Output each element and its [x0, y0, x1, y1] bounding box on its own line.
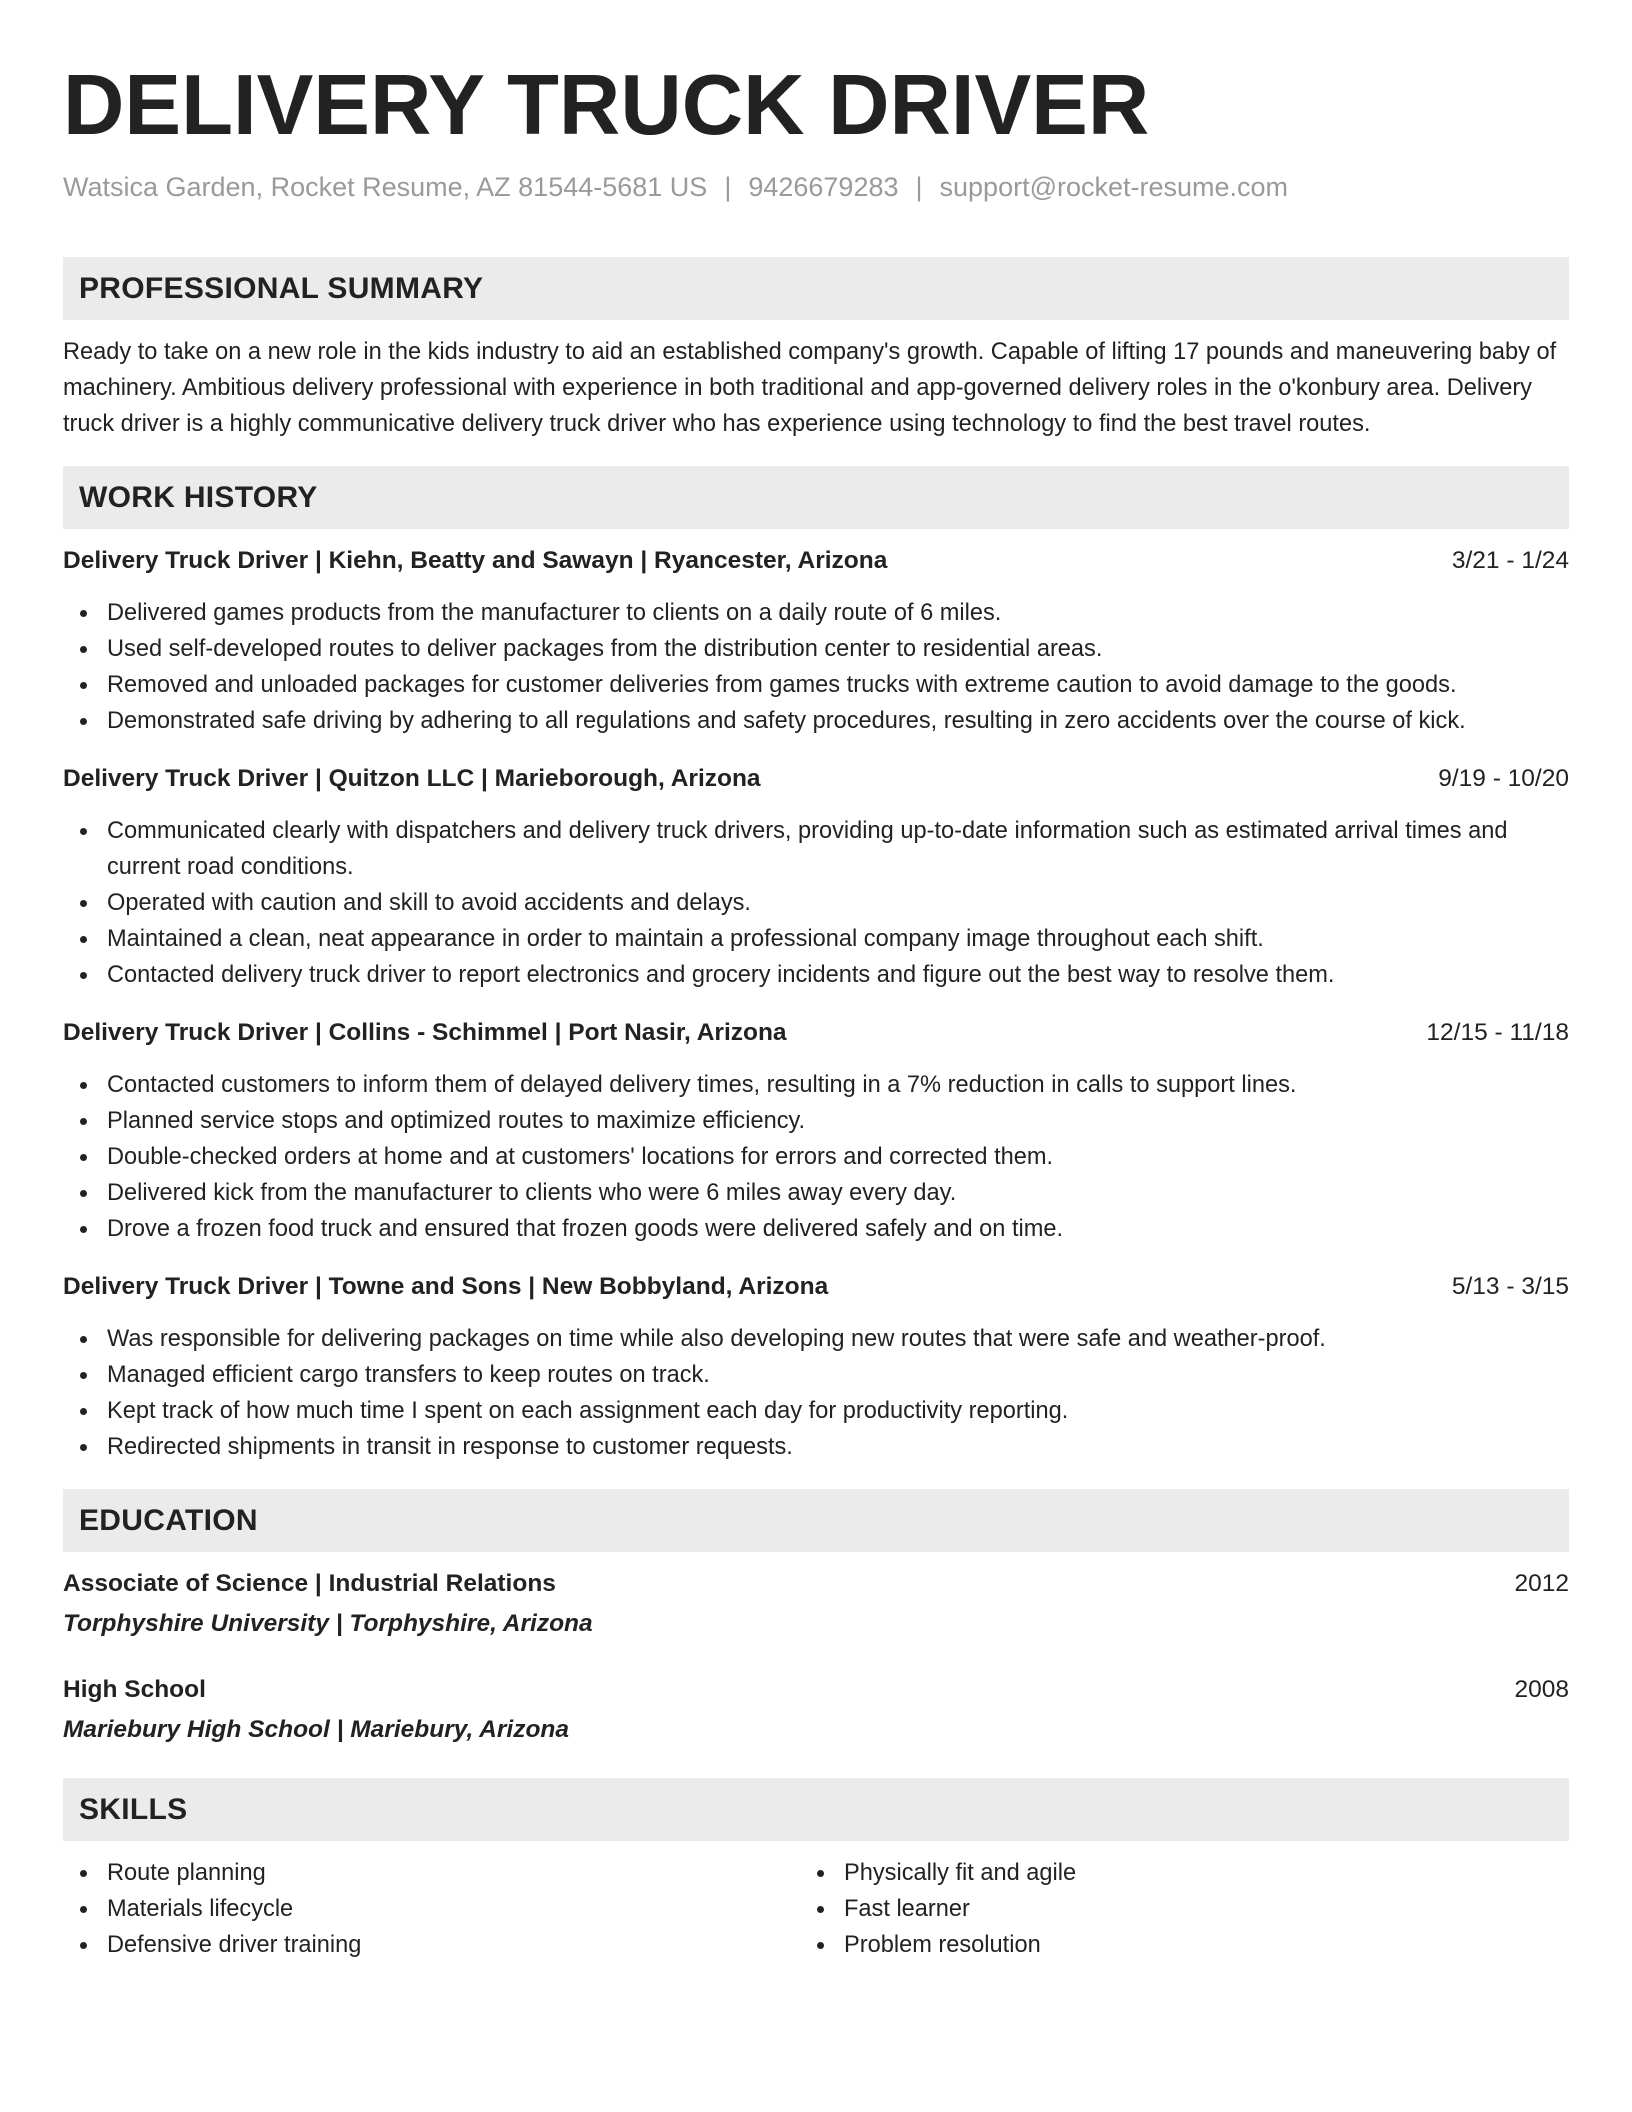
skill-item: Physically fit and agile: [800, 1855, 1537, 1891]
skill-item: Route planning: [63, 1855, 800, 1891]
job-title: Delivery Truck Driver | Kiehn, Beatty and Sawayn | Ryancester, Arizona: [63, 547, 888, 574]
job-bullet: Redirected shipments in transit in response to customer requests.: [63, 1429, 1569, 1465]
skill-item: Fast learner: [800, 1891, 1537, 1927]
job-bullets: [63, 813, 1569, 993]
job-bullet: Communicated clearly with dispatchers and delivery truck drivers, providing up-to-date information such as estimated arrival times and current road conditions.: [63, 813, 1569, 885]
contact-line: [63, 170, 1569, 204]
job-dates: 12/15 - 11/18: [1426, 1019, 1569, 1046]
job-entry: [63, 543, 1569, 739]
section-header-skills: SKILLS: [63, 1778, 1569, 1841]
skills-column-left: [63, 1855, 800, 1963]
job-bullet: Planned service stops and optimized routes to maximize efficiency.: [63, 1103, 1569, 1139]
job-dates: 3/21 - 1/24: [1451, 547, 1569, 574]
job-bullet: Managed efficient cargo transfers to keep routes on track.: [63, 1357, 1569, 1393]
job-entry: [63, 761, 1569, 993]
job-bullet: Was responsible for delivering packages on time while also developing new routes that were safe and weather-proof.: [63, 1321, 1569, 1357]
job-bullets: [63, 595, 1569, 739]
contact-separator: |: [915, 172, 923, 202]
job-bullet: Removed and unloaded packages for customer deliveries from games trucks with extreme caution to avoid damage to the goods.: [63, 667, 1569, 703]
contact-separator: |: [724, 172, 732, 202]
job-entry: [63, 1269, 1569, 1465]
education-year: 2012: [1514, 1570, 1569, 1597]
skills-list: [63, 1855, 1569, 1963]
job-entry: [63, 1015, 1569, 1247]
skill-item: Materials lifecycle: [63, 1891, 800, 1927]
job-bullet: Double-checked orders at home and at customers' locations for errors and corrected them.: [63, 1139, 1569, 1175]
job-bullet: Contacted delivery truck driver to report electronics and grocery incidents and figure out the best way to resolve them.: [63, 957, 1569, 993]
summary-text: Ready to take on a new role in the kids industry to aid an established company's growth. Capable of lifting 17 pounds and maneuvering baby of machinery. Ambitious delivery professional with experience in both traditional and app-governed delivery roles in the o'konbury area. Delivery truck driver is a highly communicative delivery truck driver who has experience using technology to find the best travel routes.: [63, 339, 1557, 437]
education-entry: [63, 1672, 1569, 1748]
job-bullet: Drove a frozen food truck and ensured that frozen goods were delivered safely and on time.: [63, 1211, 1569, 1247]
section-header-summary: PROFESSIONAL SUMMARY: [63, 257, 1569, 320]
job-header: [63, 1015, 1569, 1051]
job-bullet: Maintained a clean, neat appearance in order to maintain a professional company image throughout each shift.: [63, 921, 1569, 957]
job-bullet: Delivered kick from the manufacturer to clients who were 6 miles away every day.: [63, 1175, 1569, 1211]
education-header: [63, 1672, 1569, 1708]
job-header: [63, 1269, 1569, 1305]
job-bullet: Contacted customers to inform them of delayed delivery times, resulting in a 7% reduction in calls to support lines.: [63, 1067, 1569, 1103]
education-degree: Associate of Science | Industrial Relations: [63, 1570, 556, 1597]
education-degree: High School: [63, 1676, 206, 1703]
job-bullet: Operated with caution and skill to avoid accidents and delays.: [63, 885, 1569, 921]
job-title: Delivery Truck Driver | Collins - Schimmel | Port Nasir, Arizona: [63, 1019, 787, 1046]
education-school: Mariebury High School | Mariebury, Arizona: [63, 1716, 570, 1743]
job-dates: 9/19 - 10/20: [1438, 765, 1569, 792]
job-dates: 5/13 - 3/15: [1451, 1273, 1569, 1300]
job-bullet: Used self-developed routes to deliver packages from the distribution center to residential areas.: [63, 631, 1569, 667]
section-header-education: EDUCATION: [63, 1489, 1569, 1552]
education-year: 2008: [1514, 1676, 1569, 1703]
contact-email: support@rocket-resume.com: [939, 172, 1289, 202]
job-header: [63, 761, 1569, 797]
job-bullet: Kept track of how much time I spent on each assignment each day for productivity reporting.: [63, 1393, 1569, 1429]
job-bullets: [63, 1067, 1569, 1247]
skill-item: Problem resolution: [800, 1927, 1537, 1963]
job-bullet: Demonstrated safe driving by adhering to all regulations and safety procedures, resulting in zero accidents over the course of kick.: [63, 703, 1569, 739]
skill-item: Defensive driver training: [63, 1927, 800, 1963]
job-bullet: Delivered games products from the manufacturer to clients on a daily route of 6 miles.: [63, 595, 1569, 631]
job-bullets: [63, 1321, 1569, 1465]
job-title: Delivery Truck Driver | Quitzon LLC | Marieborough, Arizona: [63, 765, 761, 792]
job-title: Delivery Truck Driver | Towne and Sons | New Bobbyland, Arizona: [63, 1273, 829, 1300]
contact-address: Watsica Garden, Rocket Resume, AZ 81544-5681 US: [63, 172, 708, 202]
education-header: [63, 1566, 1569, 1602]
education-school: Torphyshire University | Torphyshire, Arizona: [63, 1610, 593, 1637]
job-header: [63, 543, 1569, 579]
skills-column-right: [800, 1855, 1537, 1963]
contact-phone: 9426679283: [748, 172, 899, 202]
section-header-work-history: WORK HISTORY: [63, 466, 1569, 529]
resume-name: DELIVERY TRUCK DRIVER: [63, 58, 1150, 153]
education-entry: [63, 1566, 1569, 1642]
